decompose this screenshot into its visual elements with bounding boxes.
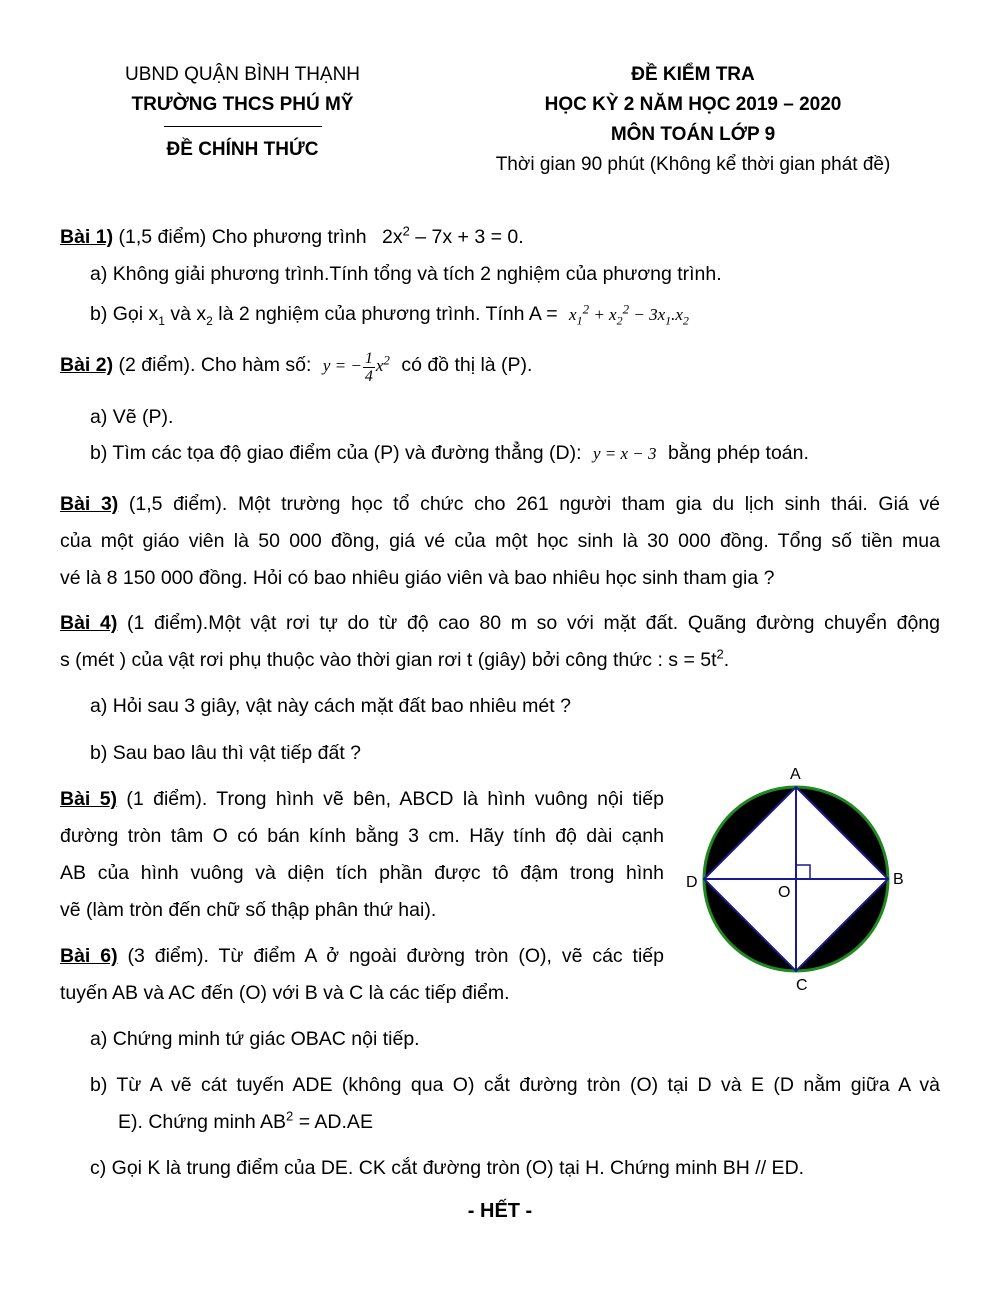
- bai5-line2: đường tròn tâm O có bán kính bằng 3 cm. Hãy tính độ dài cạnh: [60, 825, 664, 847]
- school-header: [100, 60, 385, 165]
- label-c: C: [796, 977, 808, 994]
- bai3-label: Bài 3): [60, 493, 119, 515]
- label-b: B: [893, 871, 904, 888]
- bai1-part-b: b) Gọi $x_1$ và $x_2$ là 2 nghiệm của phương trình. Tính $A = x_1^2 + x_2^2 - 3x_1.x_2$: [90, 301, 689, 328]
- end-marker: - HẾT -: [467, 1200, 533, 1222]
- bai6-part-c: c) Gọi K là trung điểm của DE. CK cắt đường tròn (O) tại H. Chứng minh BH // ED.: [90, 1157, 805, 1179]
- bai4-part-b: b) Sau bao lâu thì vật tiếp đất ?: [90, 742, 362, 764]
- school-name: TRƯỜNG THCS PHÚ MỸ: [131, 94, 354, 115]
- bai6-label: Bài 6): [60, 945, 118, 967]
- bai2-part-a: a) Vẽ (P).: [90, 406, 174, 428]
- bai6-part-b-line2: E). Chứng minh $AB^2 = AD.AE$: [118, 1108, 373, 1133]
- bai5-line3: AB của hình vuông và diện tích phần được tô đậm trong hình: [60, 862, 664, 884]
- bai2-label: Bài 2): [60, 354, 114, 376]
- header-divider: [164, 126, 322, 127]
- district-name: UBND QUẬN BÌNH THẠNH: [124, 64, 361, 85]
- bai4-line1: Bài 4) (1 điểm).Một vật rơi tự do từ độ cao 80 m so với mặt đất. Quãng đường chuyển động: [60, 612, 940, 634]
- bai2-line-equation: y = x − 3: [592, 444, 657, 463]
- label-a: A: [790, 766, 801, 783]
- bai2-function: y = − $\frac{1}{4}$ $x^2$: [322, 349, 390, 385]
- label-o: O: [778, 884, 791, 901]
- bai4-line2: s (mét ) của vật rơi phụ thuộc vào thời gian rơi t (giây) bởi công thức : $s = 5t^2$.: [60, 646, 730, 671]
- exam-title: ĐỀ KIỂM TRA: [631, 64, 755, 85]
- exam-term: HỌC KỲ 2 NĂM HỌC 2019 – 2020: [544, 94, 842, 115]
- bai3-line3: vé là 8 150 000 đồng. Hỏi có bao nhiêu giáo viên và bao nhiêu học sinh tham gia ?: [60, 567, 775, 589]
- bai5-label: Bài 5): [60, 788, 118, 810]
- exam-header: [468, 60, 918, 180]
- bai2-part-b: b) Tìm các tọa độ giao điểm của (P) và đường thẳng (D): y = x − 3 bằng phép toán.: [90, 442, 809, 464]
- bai6-line1: Bài 6) (3 điểm). Từ điểm A ở ngoài đường tròn (O), vẽ các tiếp: [60, 945, 664, 967]
- bai4-part-a: a) Hỏi sau 3 giây, vật này cách mặt đất bao nhiêu mét ?: [90, 695, 571, 717]
- official-exam-label: ĐỀ CHÍNH THỨC: [166, 139, 319, 160]
- exam-subject: MÔN TOÁN LỚP 9: [610, 124, 776, 145]
- bai6-line2: tuyến AB và AC đến (O) với B và C là các tiếp điểm.: [60, 982, 510, 1004]
- bai2-title: Bài 2) (2 điểm). Cho hàm số: y = − $\frac{1}{4}$ $x^2$ có đồ thị là (P).: [60, 349, 533, 385]
- bai3-line1: Bài 3) (1,5 điểm). Một trường học tổ chức cho 261 người tham gia du lịch sinh thái. Giá vé: [60, 493, 940, 515]
- exam-duration: Thời gian 90 phút (Không kể thời gian phát đề): [495, 154, 891, 175]
- bai1-part-a: a) Không giải phương trình.Tính tổng và tích 2 nghiệm của phương trình.: [90, 263, 722, 285]
- bai1-intro: (1,5 điểm) Cho phương trình: [113, 226, 367, 248]
- label-d: D: [686, 874, 698, 891]
- bai1-label: Bài 1): [60, 226, 114, 248]
- inscribed-square-figure: [680, 760, 920, 1000]
- bai4-label: Bài 4): [60, 612, 118, 634]
- bai1-formula: $x_1^2 + x_2^2 - 3x_1.x_2$: [569, 301, 689, 328]
- bai5-line4: vẽ (làm tròn đến chữ số thập phân thứ hai).: [60, 899, 437, 921]
- bai1-title: [60, 219, 524, 256]
- bai5-line1: Bài 5) (1 điểm). Trong hình vẽ bên, ABCD là hình vuông nội tiếp: [60, 788, 664, 810]
- bai3-line2: của một giáo viên là 50 000 đồng, giá vé của một học sinh là 30 000 đồng. Tổng số tiền mua: [60, 530, 940, 552]
- bai6-part-b-line1: b) Từ A vẽ cát tuyến ADE (không qua O) cắt đường tròn (O) tại D và E (D nằm giữa A và: [90, 1074, 940, 1096]
- bai1-equation: $2x^2 - 7x + 3 = 0$.: [382, 223, 524, 248]
- bai6-part-a: a) Chứng minh tứ giác OBAC nội tiếp.: [90, 1028, 420, 1050]
